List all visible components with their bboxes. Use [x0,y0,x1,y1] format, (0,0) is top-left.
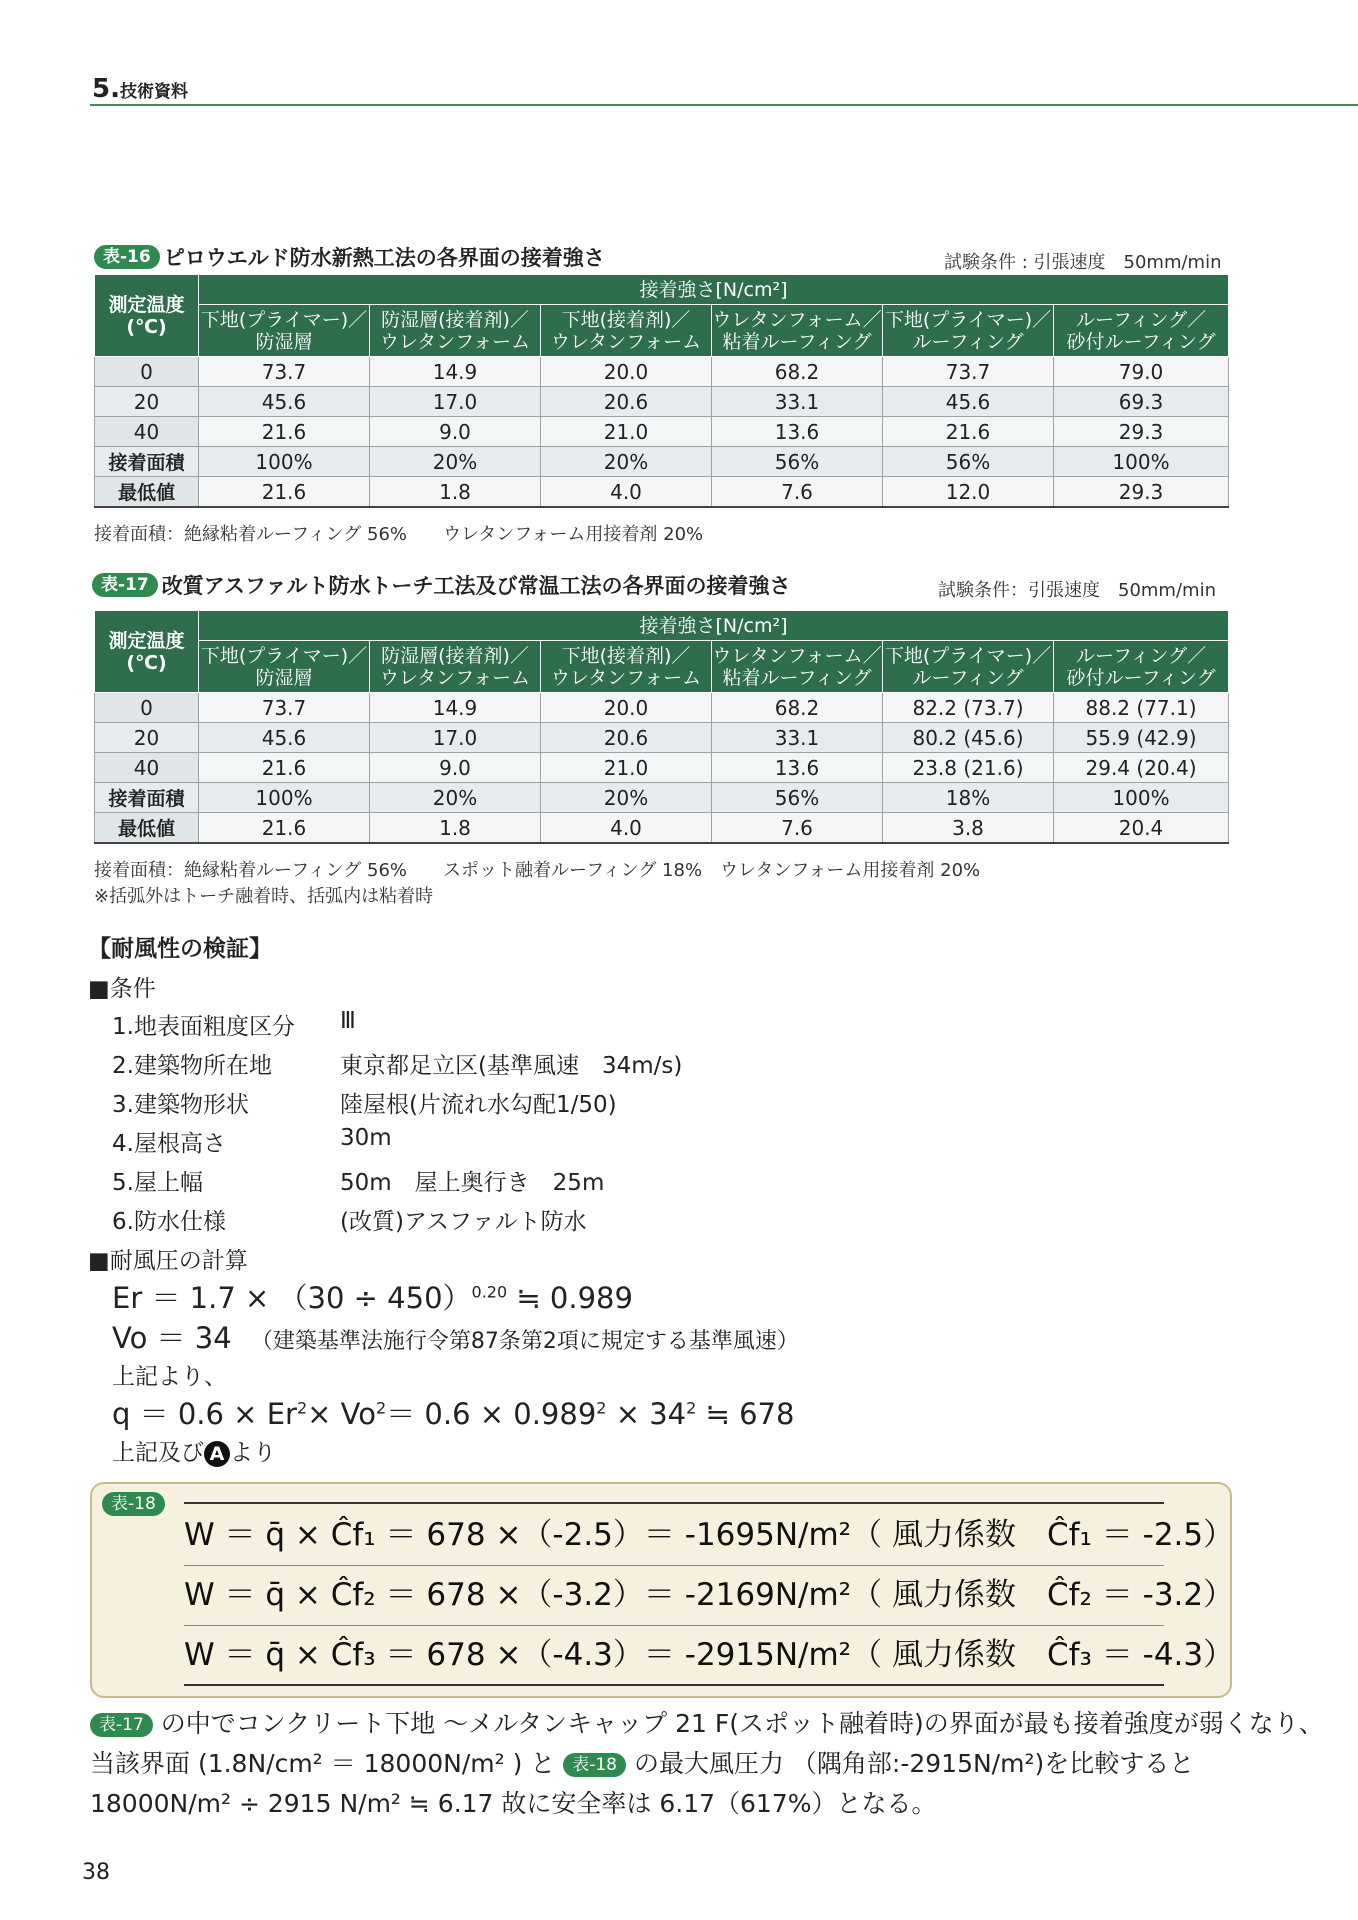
table17-col-header: 下地(プライマー)／ 防湿層 [199,641,370,693]
table-cell: 21.6 [199,813,370,844]
table-cell: 20.0 [541,357,712,387]
vo-note: （建築基準法施行令第87条第2項に規定する基準風速） [250,1329,799,1354]
table16-condition: 試験条件 : 引張速度 50mm/min [944,252,1222,273]
table16 [94,274,1229,508]
table17-col-header: 下地(接着剤)／ ウレタンフォーム [541,641,712,693]
table-row [95,813,1229,844]
table16-title-text: ピロウエルド防水新熱工法の各界面の接着強さ [163,246,605,270]
table17-col-header: ルーフィング／ 砂付ルーフィング [1054,641,1229,693]
table-cell: 7.6 [712,477,883,508]
table-cell: 3.8 [883,813,1054,844]
table-row [95,693,1229,723]
table-row [95,417,1229,447]
table-cell: 20% [541,447,712,477]
table-cell: 73.7 [883,357,1054,387]
table16-col-header: ルーフィング／ 砂付ルーフィング [1054,305,1229,357]
table17 [94,610,1229,844]
formula-top-rule [184,1502,1164,1504]
table-row [95,783,1229,813]
table-cell: 21.0 [541,753,712,783]
table-cell: 21.6 [199,417,370,447]
table-cell: 20% [370,783,541,813]
q-equation: $q = 0.6 \times Er^2\times Vo^2= 0.6 \times 0.989^2 \times 34^2$ ≒ 678 [112,1397,795,1431]
table17-col-header: 防湿層(接着剤)／ ウレタンフォーム [370,641,541,693]
table-cell: 45.6 [199,723,370,753]
table16-col-header: 下地(プライマー)／ ルーフィング [883,305,1054,357]
er-equation: $Er = 1.7 \times (30 \div 450)^{0.20}$ ≒ 0.989 [112,1281,633,1315]
table-cell: 18% [883,783,1054,813]
condition-value: 30m [340,1125,392,1151]
row-label: 20 [95,723,199,753]
row-label: 最低値 [95,813,199,844]
table16-title [94,242,605,272]
table-cell: 100% [1054,447,1229,477]
table-cell: 29.4 (20.4) [1054,753,1229,783]
table-cell: 82.2 (73.7) [883,693,1054,723]
table16-corner-header: 測定温度 (℃) [95,275,199,357]
table17-group-header: 接着強さ[N/cm²] [199,611,1229,641]
circle-a-icon: A [204,1441,230,1467]
header-rule [90,104,1358,106]
condition-label: 3.建築物形状 [112,1092,249,1118]
table-cell: 33.1 [712,723,883,753]
table16-col-header: 防湿層(接着剤)／ ウレタンフォーム [370,305,541,357]
section-number: 5. [92,74,120,104]
table-cell: 17.0 [370,723,541,753]
table-cell: 20.0 [541,693,712,723]
table-cell: 14.9 [370,357,541,387]
vo-equation: Vo ＝ 34 （建築基準法施行令第87条第2項に規定する基準風速） [112,1321,799,1355]
table-cell: 13.6 [712,753,883,783]
table-cell: 4.0 [541,813,712,844]
table-row [95,357,1229,387]
row-label: 20 [95,387,199,417]
condition-value: (改質)アスファルト防水 [340,1209,587,1235]
table-cell: 4.0 [541,477,712,508]
table-cell: 68.2 [712,357,883,387]
table-cell: 21.6 [199,477,370,508]
table-cell: 29.3 [1054,477,1229,508]
table16-group-header: 接着強さ[N/cm²] [199,275,1229,305]
table17-corner-header: 測定温度 (℃) [95,611,199,693]
wind-heading: 【耐風性の検証】 [88,936,272,962]
table-cell: 21.0 [541,417,712,447]
condition-label: 5.屋上幅 [112,1170,203,1196]
table-row [95,447,1229,477]
table-cell: 33.1 [712,387,883,417]
table17-note1: 接着面積：絶縁粘着ルーフィング 56% スポット融着ルーフィング 18% ウレタンフォーム用接着剤 20% [94,860,981,881]
table-cell: 45.6 [199,387,370,417]
condition-value: 陸屋根(片流れ水勾配1/50) [340,1092,617,1118]
table-cell: 88.2 (77.1) [1054,693,1229,723]
calc-heading: ■耐風圧の計算 [88,1248,248,1274]
page-number: 38 [82,1860,110,1885]
table-cell: 20.4 [1054,813,1229,844]
table-cell: 12.0 [883,477,1054,508]
table16-col-header: 下地(プライマー)／ 防湿層 [199,305,370,357]
table16-tag: 表-16 [94,245,160,269]
table-cell: 56% [712,447,883,477]
section-title: 技術資料 [119,82,188,102]
table17-col-header: 下地(プライマー)／ ルーフィング [883,641,1054,693]
conclusion-line1: 表-17 の中でコンクリート下地 ～メルタンキャップ 21 F(スポット融着時)の界面が最も接着強度が弱くなり、 [90,1704,1324,1740]
table-cell: 9.0 [370,753,541,783]
table-cell: 20.6 [541,723,712,753]
table-cell: 100% [199,447,370,477]
table16-col-header: ウレタンフォーム／ 粘着ルーフィング [712,305,883,357]
table-cell: 1.8 [370,813,541,844]
condition-label: 4.屋根高さ [112,1131,226,1157]
row-label: 接着面積 [95,447,199,477]
conditions-heading: ■条件 [88,976,156,1002]
table-cell: 29.3 [1054,417,1229,447]
table17-tag: 表-17 [92,573,158,597]
row-label: 40 [95,417,199,447]
table-cell: 14.9 [370,693,541,723]
table-cell: 7.6 [712,813,883,844]
table-row [95,723,1229,753]
table-cell: 21.6 [199,753,370,783]
table-cell: 20% [541,783,712,813]
row-label: 接着面積 [95,783,199,813]
conclusion-tag-17: 表-17 [90,1713,153,1737]
table16-note: 接着面積：絶縁粘着ルーフィング 56% ウレタンフォーム用接着剤 20% [94,524,704,545]
condition-value: Ⅲ [340,1008,356,1034]
table-cell: 69.3 [1054,387,1229,417]
condition-value: 東京都足立区(基準風速 34m/s) [340,1053,683,1079]
condition-label: 2.建築物所在地 [112,1053,272,1079]
table-cell: 1.8 [370,477,541,508]
formula-row: W ＝ q̄ × Ĉf₁ ＝ 678 ×（-2.5）＝ -1695N/m²（ 風力係数 Ĉf₁ ＝ -2.5） [184,1517,1235,1553]
table-cell: 55.9 (42.9) [1054,723,1229,753]
conclusion-tag-18: 表-18 [563,1753,626,1777]
row-label: 0 [95,357,199,387]
row-label: 0 [95,693,199,723]
formula-row: W ＝ q̄ × Ĉf₃ ＝ 678 ×（-4.3）＝ -2915N/m²（ 風力係数 Ĉf₃ ＝ -4.3） [184,1637,1235,1673]
table-cell: 73.7 [199,357,370,387]
table18-box [90,1482,1235,1698]
table-cell: 56% [712,783,883,813]
conclusion-line3: 18000N/m² ÷ 2915 N/m² ≒ 6.17 故に安全率は 6.17（617%）となる。 [90,1789,937,1818]
from-above-text: 上記より、 [112,1364,227,1390]
table-row [95,753,1229,783]
table-row [95,387,1229,417]
table-cell: 73.7 [199,693,370,723]
table-cell: 9.0 [370,417,541,447]
formula-row: W ＝ q̄ × Ĉf₂ ＝ 678 ×（-3.2）＝ -2169N/m²（ 風力係数 Ĉf₂ ＝ -3.2） [184,1577,1235,1613]
table-cell: 17.0 [370,387,541,417]
table-cell: 20% [370,447,541,477]
table-cell: 13.6 [712,417,883,447]
condition-label: 1.地表面粗度区分 [112,1014,295,1040]
table-cell: 79.0 [1054,357,1229,387]
formula-bottom-rule [184,1684,1164,1686]
table17-title-text: 改質アスファルト防水トーチ工法及び常温工法の各界面の接着強さ [161,574,791,598]
row-label: 40 [95,753,199,783]
table17-note2: ※括弧外はトーチ融着時、括弧内は粘着時 [94,886,434,907]
table-cell: 100% [199,783,370,813]
table17-title [92,570,790,600]
table-cell: 56% [883,447,1054,477]
table-cell: 68.2 [712,693,883,723]
table18-tag: 表-18 [102,1492,165,1516]
row-label: 最低値 [95,477,199,508]
section-header [92,74,188,104]
table-cell: 23.8 (21.6) [883,753,1054,783]
condition-value: 50m 屋上奥行き 25m [340,1170,605,1196]
table-cell: 80.2 (45.6) [883,723,1054,753]
table-cell: 45.6 [883,387,1054,417]
condition-label: 6.防水仕様 [112,1209,226,1235]
table-cell: 100% [1054,783,1229,813]
table17-col-header: ウレタンフォーム／ 粘着ルーフィング [712,641,883,693]
and-a-text: 上記及び A より [112,1440,276,1466]
table-row [95,477,1229,508]
table17-condition: 試験条件：引張速度 50mm/min [938,580,1216,601]
table16-col-header: 下地(接着剤)／ ウレタンフォーム [541,305,712,357]
conclusion-line2: 当該界面 (1.8N/cm² ＝ 18000N/m² ) と 表-18 の最大風圧力 （隅角部:-2915N/m²)を比較すると [90,1749,1195,1778]
table-cell: 20.6 [541,387,712,417]
table-cell: 21.6 [883,417,1054,447]
